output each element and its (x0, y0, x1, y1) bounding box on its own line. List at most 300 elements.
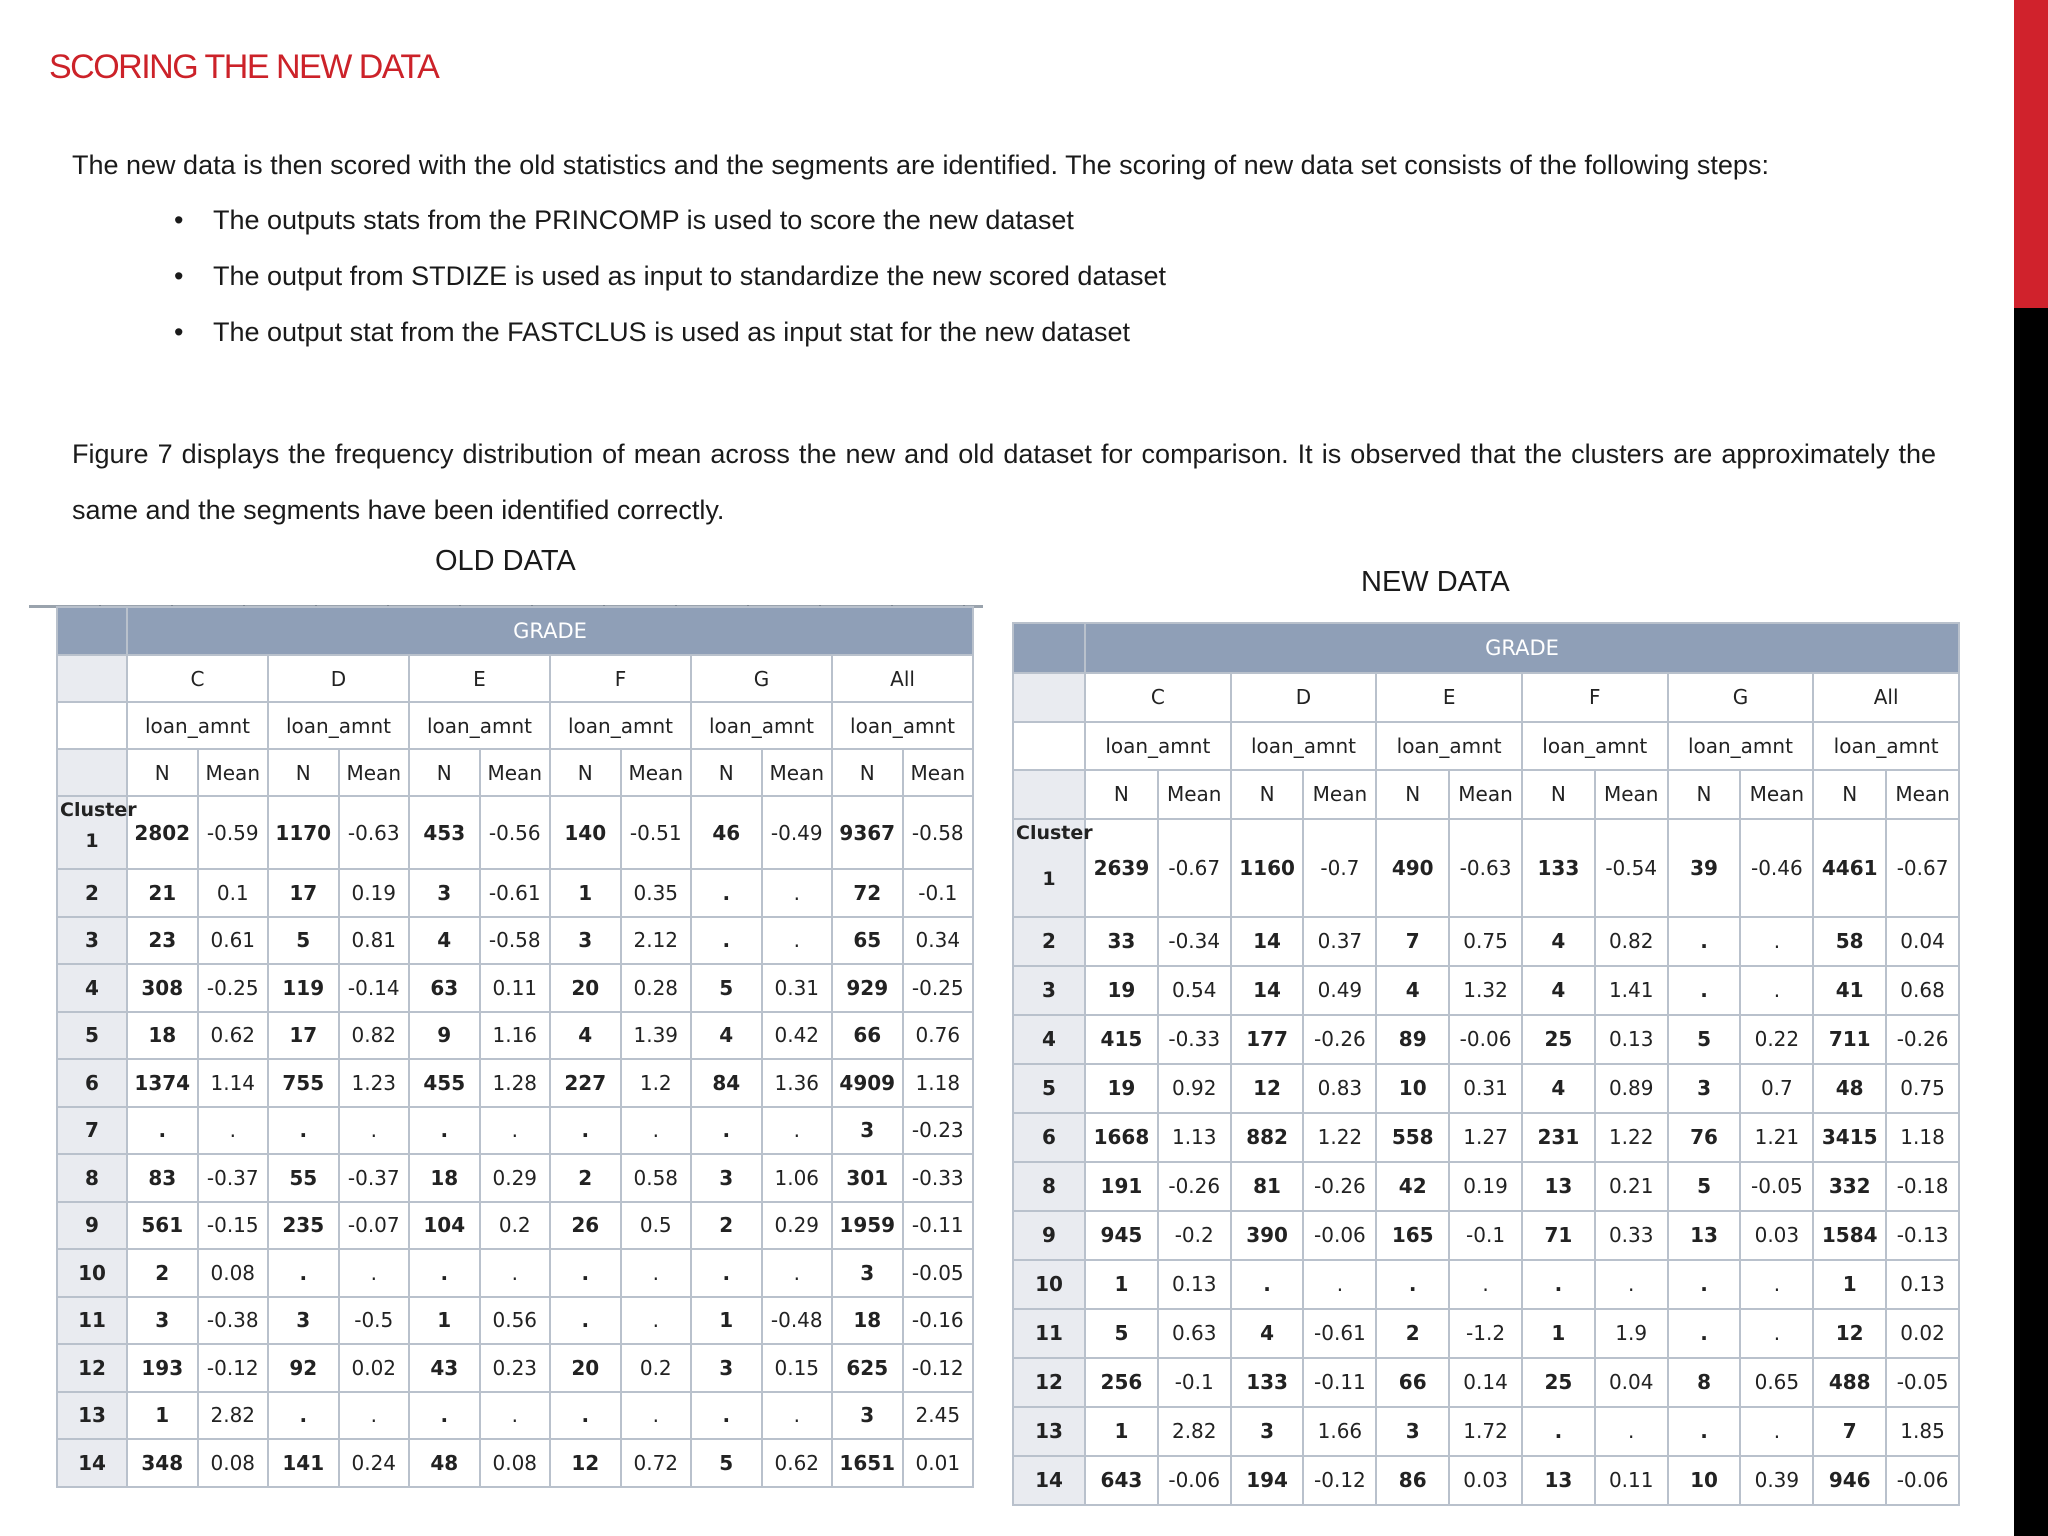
cluster-number: 1 (85, 830, 99, 853)
mean-cell: . (480, 1392, 551, 1440)
mean-cell: 1.23 (339, 1059, 410, 1107)
count-cell: 48 (409, 1439, 480, 1487)
count-cell: 72 (832, 869, 903, 917)
count-cell: 17 (268, 869, 339, 917)
table-row (1013, 1113, 1959, 1162)
mean-cell: . (1740, 1407, 1813, 1456)
mean-cell: 0.76 (903, 1012, 974, 1060)
mean-cell: . (1595, 1407, 1668, 1456)
variable-header: loan_amnt (127, 702, 268, 749)
count-cell: 84 (691, 1059, 762, 1107)
table-row (1013, 966, 1959, 1015)
mean-cell: 0.31 (1449, 1064, 1522, 1113)
corner-cell (1013, 623, 1085, 673)
count-cell: 5 (1085, 1309, 1158, 1358)
steps-list (170, 200, 1166, 368)
mean-cell: 0.03 (1740, 1211, 1813, 1260)
new-data-label: NEW DATA (1361, 566, 1510, 598)
mean-cell: . (1303, 1260, 1376, 1309)
mean-cell: -0.16 (903, 1297, 974, 1345)
mean-cell: 1.85 (1886, 1407, 1959, 1456)
count-cell: 1651 (832, 1439, 903, 1487)
count-cell: 3 (832, 1107, 903, 1155)
count-cell: . (550, 1297, 621, 1345)
count-cell: . (1522, 1407, 1595, 1456)
intro-text: The new data is then scored with the old statistics and the segments are identified. The scoring of new data set consists of the following steps: (72, 150, 1769, 180)
cluster-number: 12 (1013, 1358, 1085, 1407)
count-cell: 21 (127, 869, 198, 917)
count-cell: 1 (127, 1392, 198, 1440)
count-cell: 104 (409, 1202, 480, 1250)
mean-cell: 0.11 (480, 964, 551, 1012)
cluster-label: Cluster (60, 799, 137, 821)
mean-cell: 1.32 (1449, 966, 1522, 1015)
count-cell: . (1668, 917, 1741, 966)
mean-cell: -0.67 (1158, 819, 1231, 917)
count-cell: . (268, 1107, 339, 1155)
mean-cell: 1.36 (762, 1059, 833, 1107)
grade-header-row (1013, 623, 1959, 673)
stat-header-n: N (1085, 770, 1158, 819)
stat-header-n: N (127, 749, 198, 796)
grade-column-header: D (1231, 673, 1377, 722)
stat-header-mean: Mean (1740, 770, 1813, 819)
count-cell: 165 (1376, 1211, 1449, 1260)
count-cell: 41 (1813, 966, 1886, 1015)
cluster-number: 2 (1013, 917, 1085, 966)
mean-cell: . (1740, 1260, 1813, 1309)
mean-cell: -0.23 (903, 1107, 974, 1155)
cluster-number: 10 (1013, 1260, 1085, 1309)
count-cell: . (550, 1249, 621, 1297)
count-cell: 1 (409, 1297, 480, 1345)
table-row (57, 1059, 973, 1107)
count-cell: 86 (1376, 1456, 1449, 1505)
stat-header-n: N (1668, 770, 1741, 819)
mean-cell: 0.01 (903, 1439, 974, 1487)
table-row (57, 1439, 973, 1487)
variable-header: loan_amnt (691, 702, 832, 749)
mean-cell: 0.11 (1595, 1456, 1668, 1505)
mean-cell: 0.13 (1886, 1260, 1959, 1309)
count-cell: 66 (1376, 1358, 1449, 1407)
step-item: • The output stat from the FASTCLUS is used as input stat for the new dataset (170, 312, 1166, 368)
cluster-number: 12 (57, 1344, 127, 1392)
mean-cell: 0.13 (1158, 1260, 1231, 1309)
mean-cell: . (762, 1249, 833, 1297)
count-cell: 2 (550, 1154, 621, 1202)
grade-column-header: F (1522, 673, 1668, 722)
cluster-number: 7 (57, 1107, 127, 1155)
count-cell: 5 (1668, 1162, 1741, 1211)
variable-row (57, 702, 973, 749)
mean-cell: 0.82 (1595, 917, 1668, 966)
table-row (1013, 819, 1959, 917)
count-cell: 348 (127, 1439, 198, 1487)
mean-cell: 0.1 (198, 869, 269, 917)
mean-cell: -0.1 (1158, 1358, 1231, 1407)
count-cell: 71 (1522, 1211, 1595, 1260)
mean-cell: -0.07 (339, 1202, 410, 1250)
mean-cell: -0.12 (1303, 1456, 1376, 1505)
mean-cell: 0.14 (1449, 1358, 1522, 1407)
count-cell: . (1668, 966, 1741, 1015)
count-cell: 89 (1376, 1015, 1449, 1064)
count-cell: . (1522, 1260, 1595, 1309)
mean-cell: -0.67 (1886, 819, 1959, 917)
stat-header-n: N (409, 749, 480, 796)
cluster-number: 14 (1013, 1456, 1085, 1505)
count-cell: 140 (550, 796, 621, 869)
row-header-blank (57, 749, 127, 796)
table-row (57, 1202, 973, 1250)
count-cell: 92 (268, 1344, 339, 1392)
stat-header-mean: Mean (1158, 770, 1231, 819)
count-cell: 4 (1522, 1064, 1595, 1113)
count-cell: 4909 (832, 1059, 903, 1107)
cluster-number: 5 (57, 1012, 127, 1060)
count-cell: 9 (409, 1012, 480, 1060)
mean-cell: 0.68 (1886, 966, 1959, 1015)
table-row (57, 917, 973, 965)
variable-header: loan_amnt (409, 702, 550, 749)
stat-header-mean: Mean (480, 749, 551, 796)
old-data-label: OLD DATA (435, 545, 576, 577)
stat-header-mean: Mean (1303, 770, 1376, 819)
mean-cell: 0.02 (339, 1344, 410, 1392)
table-row (1013, 1456, 1959, 1505)
count-cell: 17 (268, 1012, 339, 1060)
count-cell: 301 (832, 1154, 903, 1202)
count-cell: 235 (268, 1202, 339, 1250)
count-cell: 13 (1522, 1456, 1595, 1505)
mean-cell: 0.22 (1740, 1015, 1813, 1064)
figure-description: Figure 7 displays the frequency distribution of mean across the new and old dataset for comparison. It is observed that the clusters are approximately the same and the segments have been identified correctly. (72, 439, 1936, 525)
count-cell: 5 (268, 917, 339, 965)
mean-cell: 0.23 (480, 1344, 551, 1392)
count-cell: 18 (127, 1012, 198, 1060)
stat-header-n: N (1231, 770, 1304, 819)
count-cell: 561 (127, 1202, 198, 1250)
mean-cell: 1.14 (198, 1059, 269, 1107)
table-row (57, 1012, 973, 1060)
mean-cell: 0.92 (1158, 1064, 1231, 1113)
count-cell: 1584 (1813, 1211, 1886, 1260)
mean-cell: . (339, 1392, 410, 1440)
count-cell: 1 (691, 1297, 762, 1345)
mean-cell: 0.39 (1740, 1456, 1813, 1505)
mean-cell: 0.56 (480, 1297, 551, 1345)
count-cell: 25 (1522, 1358, 1595, 1407)
count-cell: 5 (691, 1439, 762, 1487)
cluster-number: 1 (1042, 868, 1056, 891)
row-header-blank (57, 655, 127, 702)
mean-cell: . (762, 869, 833, 917)
count-cell: 1 (1522, 1309, 1595, 1358)
mean-cell: -0.51 (621, 796, 692, 869)
mean-cell: -0.26 (1303, 1162, 1376, 1211)
variable-header: loan_amnt (1813, 722, 1959, 771)
mean-cell: -0.34 (1158, 917, 1231, 966)
count-cell: 20 (550, 964, 621, 1012)
mean-cell: 1.41 (1595, 966, 1668, 1015)
count-cell: 14 (1231, 966, 1304, 1015)
mean-cell: 0.75 (1886, 1064, 1959, 1113)
mean-cell: 0.82 (339, 1012, 410, 1060)
mean-cell: -0.37 (339, 1154, 410, 1202)
mean-cell: -0.26 (1158, 1162, 1231, 1211)
mean-cell: 1.13 (1158, 1113, 1231, 1162)
stat-header-n: N (268, 749, 339, 796)
stat-header-mean: Mean (198, 749, 269, 796)
grade-column-header: C (127, 655, 268, 702)
mean-cell: 0.5 (621, 1202, 692, 1250)
stat-header-mean: Mean (1449, 770, 1522, 819)
count-cell: 76 (1668, 1113, 1741, 1162)
mean-cell: 0.75 (1449, 917, 1522, 966)
count-cell: 4 (1522, 966, 1595, 1015)
slide-accent-bar-black (2014, 308, 2048, 1536)
count-cell: . (268, 1392, 339, 1440)
mean-cell: 0.08 (198, 1439, 269, 1487)
count-cell: 231 (1522, 1113, 1595, 1162)
variable-header: loan_amnt (832, 702, 973, 749)
count-cell: . (409, 1249, 480, 1297)
grade-column-header: E (1376, 673, 1522, 722)
mean-cell: 2.82 (1158, 1407, 1231, 1456)
count-cell: 39 (1668, 819, 1741, 917)
mean-cell: 0.04 (1886, 917, 1959, 966)
mean-cell: 0.03 (1449, 1456, 1522, 1505)
count-cell: 12 (550, 1439, 621, 1487)
mean-cell: 0.63 (1158, 1309, 1231, 1358)
mean-cell: 0.08 (480, 1439, 551, 1487)
count-cell: 3 (691, 1344, 762, 1392)
count-cell: 46 (691, 796, 762, 869)
mean-cell: -0.1 (903, 869, 974, 917)
table-row (1013, 1260, 1959, 1309)
mean-cell: -0.05 (1740, 1162, 1813, 1211)
table-row (57, 1297, 973, 1345)
count-cell: . (268, 1249, 339, 1297)
mean-cell: 0.29 (762, 1202, 833, 1250)
mean-cell: -0.33 (1158, 1015, 1231, 1064)
count-cell: 3 (1231, 1407, 1304, 1456)
mean-cell: -0.46 (1740, 819, 1813, 917)
count-cell: 65 (832, 917, 903, 965)
count-cell: 5 (691, 964, 762, 1012)
count-cell: 455 (409, 1059, 480, 1107)
table-row (1013, 1064, 1959, 1113)
mean-cell: 2.82 (198, 1392, 269, 1440)
mean-cell: 1.66 (1303, 1407, 1376, 1456)
count-cell: 42 (1376, 1162, 1449, 1211)
mean-cell: 0.2 (621, 1344, 692, 1392)
count-cell: 4 (1522, 917, 1595, 966)
mean-cell: -0.06 (1449, 1015, 1522, 1064)
stat-header-mean: Mean (339, 749, 410, 796)
count-cell: 13 (1668, 1211, 1741, 1260)
mean-cell: . (762, 917, 833, 965)
mean-cell: 1.2 (621, 1059, 692, 1107)
count-cell: 3 (409, 869, 480, 917)
cluster-number: 9 (1013, 1211, 1085, 1260)
mean-cell: 2.12 (621, 917, 692, 965)
count-cell: 490 (1376, 819, 1449, 917)
count-cell: 390 (1231, 1211, 1304, 1260)
count-cell: . (691, 917, 762, 965)
count-cell: . (1668, 1407, 1741, 1456)
cluster-number: 5 (1013, 1064, 1085, 1113)
cluster-number: 3 (1013, 966, 1085, 1015)
mean-cell: -0.06 (1303, 1211, 1376, 1260)
count-cell: 3 (1668, 1064, 1741, 1113)
mean-cell: 0.24 (339, 1439, 410, 1487)
table-row (57, 796, 973, 869)
count-cell: 26 (550, 1202, 621, 1250)
count-cell: . (691, 1392, 762, 1440)
count-cell: 3415 (1813, 1113, 1886, 1162)
mean-cell: -0.05 (1886, 1358, 1959, 1407)
variable-header: loan_amnt (1085, 722, 1231, 771)
mean-cell: -0.59 (198, 796, 269, 869)
count-cell: 1 (1813, 1260, 1886, 1309)
count-cell: 7 (1813, 1407, 1886, 1456)
count-cell: 12 (1813, 1309, 1886, 1358)
row-header-blank (1013, 770, 1085, 819)
mean-cell: -0.25 (198, 964, 269, 1012)
count-cell: 643 (1085, 1456, 1158, 1505)
table-row (1013, 1407, 1959, 1456)
count-cell: . (691, 869, 762, 917)
cluster-number: 11 (1013, 1309, 1085, 1358)
count-cell: . (1231, 1260, 1304, 1309)
count-cell: . (1668, 1260, 1741, 1309)
mean-cell: 0.61 (198, 917, 269, 965)
table-row (57, 964, 973, 1012)
mean-cell: 0.62 (762, 1439, 833, 1487)
mean-cell: 2.45 (903, 1392, 974, 1440)
count-cell: 133 (1231, 1358, 1304, 1407)
old-data-table (56, 606, 974, 1488)
mean-cell: 0.81 (339, 917, 410, 965)
mean-cell: -1.2 (1449, 1309, 1522, 1358)
mean-cell: 0.7 (1740, 1064, 1813, 1113)
mean-cell: -0.5 (339, 1297, 410, 1345)
mean-cell: 0.58 (621, 1154, 692, 1202)
count-cell: 81 (1231, 1162, 1304, 1211)
mean-cell: -0.63 (1449, 819, 1522, 917)
count-cell: 48 (1813, 1064, 1886, 1113)
mean-cell: -0.18 (1886, 1162, 1959, 1211)
mean-cell: . (198, 1107, 269, 1155)
mean-cell: 0.13 (1595, 1015, 1668, 1064)
grade-column-header: All (832, 655, 973, 702)
mean-cell: . (1740, 917, 1813, 966)
mean-cell: . (339, 1249, 410, 1297)
count-cell: 308 (127, 964, 198, 1012)
mean-cell: -0.37 (198, 1154, 269, 1202)
stat-header-mean: Mean (1886, 770, 1959, 819)
mean-cell: 0.08 (198, 1249, 269, 1297)
cluster-number: 10 (57, 1249, 127, 1297)
count-cell: 7 (1376, 917, 1449, 966)
mean-cell: -0.11 (1303, 1358, 1376, 1407)
cluster-number: 6 (57, 1059, 127, 1107)
count-cell: 1 (1085, 1260, 1158, 1309)
count-cell: 3 (691, 1154, 762, 1202)
count-cell: 141 (268, 1439, 339, 1487)
variable-row (1013, 722, 1959, 771)
stat-header-mean: Mean (1595, 770, 1668, 819)
stat-header-n: N (1813, 770, 1886, 819)
count-cell: 256 (1085, 1358, 1158, 1407)
count-cell: . (127, 1107, 198, 1155)
stat-header-n: N (1376, 770, 1449, 819)
mean-cell: . (1595, 1260, 1668, 1309)
mean-cell: 0.72 (621, 1439, 692, 1487)
count-cell: 1160 (1231, 819, 1304, 917)
mean-cell: -0.26 (1886, 1015, 1959, 1064)
grade-column-header: D (268, 655, 409, 702)
mean-cell: 0.33 (1595, 1211, 1668, 1260)
mean-cell: 0.28 (621, 964, 692, 1012)
mean-cell: -0.15 (198, 1202, 269, 1250)
mean-cell: 0.2 (480, 1202, 551, 1250)
mean-cell: -0.06 (1886, 1456, 1959, 1505)
count-cell: . (691, 1107, 762, 1155)
mean-cell: 0.19 (339, 869, 410, 917)
mean-cell: -0.49 (762, 796, 833, 869)
count-cell: 711 (1813, 1015, 1886, 1064)
count-cell: 14 (1231, 917, 1304, 966)
mean-cell: -0.11 (903, 1202, 974, 1250)
count-cell: 2639 (1085, 819, 1158, 917)
count-cell: 4 (691, 1012, 762, 1060)
stat-header-mean: Mean (903, 749, 974, 796)
grade-letters-row (57, 655, 973, 702)
count-cell: . (550, 1107, 621, 1155)
cluster-number: 13 (57, 1392, 127, 1440)
count-cell: 19 (1085, 1064, 1158, 1113)
cluster-number: 8 (57, 1154, 127, 1202)
table-row (57, 1154, 973, 1202)
mean-cell: . (480, 1249, 551, 1297)
count-cell: 1959 (832, 1202, 903, 1250)
count-cell: . (550, 1392, 621, 1440)
cluster-number: 4 (1013, 1015, 1085, 1064)
mean-cell: 1.22 (1595, 1113, 1668, 1162)
mean-cell: . (621, 1297, 692, 1345)
count-cell: 1668 (1085, 1113, 1158, 1162)
count-cell: 83 (127, 1154, 198, 1202)
cluster-number: 2 (57, 869, 127, 917)
count-cell: 2 (127, 1249, 198, 1297)
mean-cell: 1.39 (621, 1012, 692, 1060)
slide-accent-bar-red (2014, 0, 2048, 308)
count-cell: . (409, 1392, 480, 1440)
count-cell: 1170 (268, 796, 339, 869)
count-cell: 929 (832, 964, 903, 1012)
count-cell: 3 (1376, 1407, 1449, 1456)
new-data-table (1012, 622, 1960, 1506)
variable-header: loan_amnt (1668, 722, 1814, 771)
mean-cell: . (1740, 966, 1813, 1015)
mean-cell: 1.21 (1740, 1113, 1813, 1162)
count-cell: 4461 (1813, 819, 1886, 917)
count-cell: 66 (832, 1012, 903, 1060)
variable-header: loan_amnt (1231, 722, 1377, 771)
